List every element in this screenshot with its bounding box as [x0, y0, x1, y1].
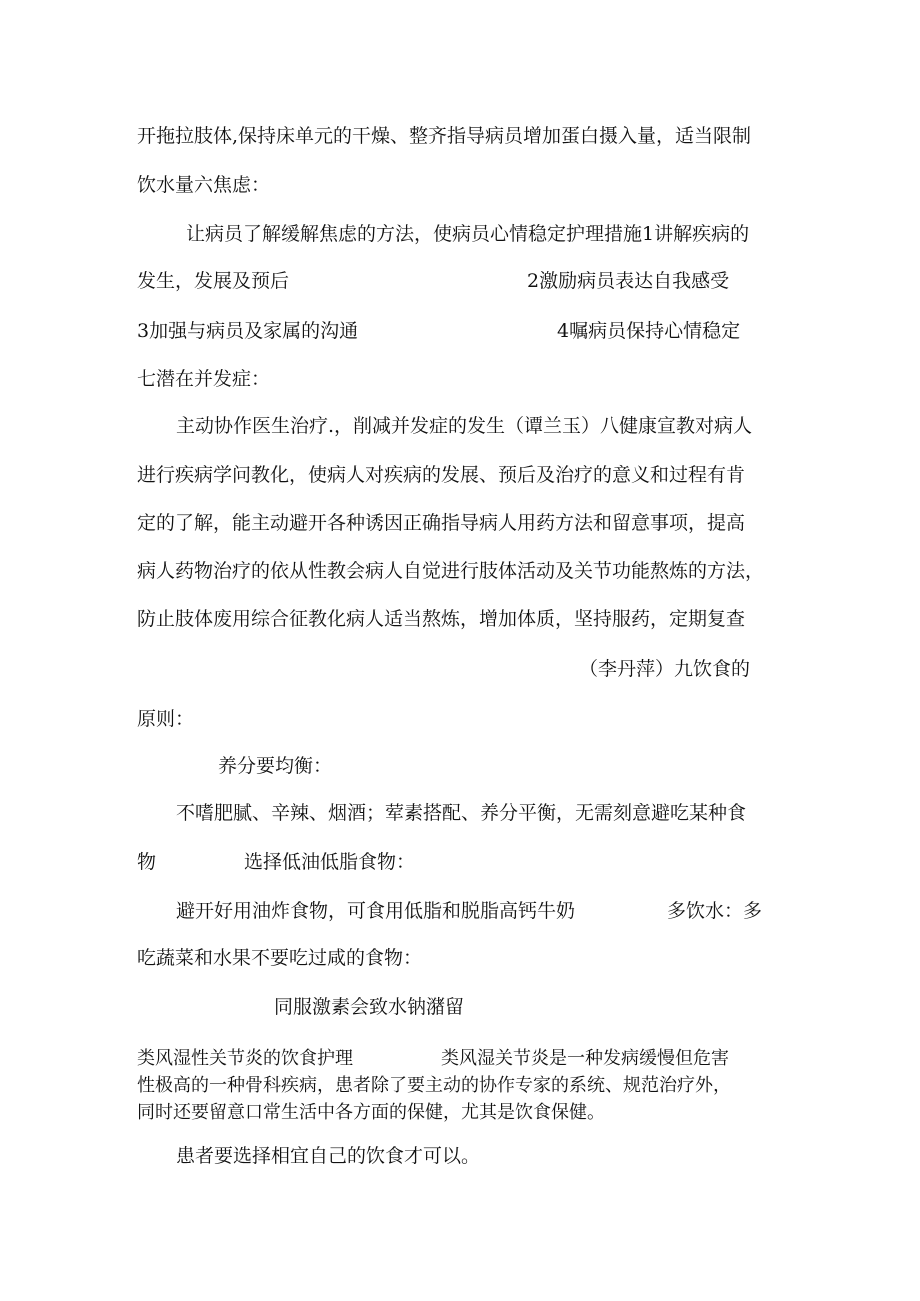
subheading: 多饮水：多: [667, 900, 763, 922]
text-line: 不嗜肥腻、辛辣、烟酒；荤素搭配、养分平衡，无需刻意避吃某种食: [176, 802, 747, 824]
text-line: 类风湿关节炎是一种发病缓慢但危害: [441, 1048, 729, 1069]
subheading: 养分要均衡：: [218, 755, 333, 777]
text-line: 防止肢体废用综合征教化病人适当熬炼，增加体质，坚持服药，定期复查: [137, 608, 746, 630]
text-line: 4嘱病员保持心情稳定: [557, 320, 741, 342]
text-line: 2激励病员表达自我感受: [527, 270, 730, 292]
text-line: 3加强与病员及家属的沟通: [137, 320, 359, 342]
text-line: 同时还要留意口常生活中各方面的保健，尤其是饮食保健。: [137, 1102, 605, 1123]
text-line: 让病员了解缓解焦虑的方法，使病员心情稳定护理措施1讲解疾病的: [186, 223, 750, 245]
text-line: 进行疾病学问教化，使病人对疾病的发展、预后及治疗的意义和过程有肯: [137, 464, 746, 486]
text-line: 病人药物治疗的依从性教会病人自觉进行肢体活动及关节功能熬炼的方法，: [137, 560, 765, 582]
text-line: 性极高的一种骨科疾病，患者除了要主动的协作专家的系统、规范治疗外，: [137, 1075, 731, 1096]
text-line: 饮水量六焦虑：: [137, 174, 271, 196]
section-heading: 类风湿性关节炎的饮食护理: [137, 1048, 353, 1069]
text-line: （李丹萍）九饮食的: [579, 658, 751, 680]
section-heading: 七潜在并发症：: [137, 368, 271, 390]
text-line: 避开好用油炸食物，可食用低脂和脱脂高钙牛奶: [176, 900, 576, 922]
text-line: 发生，发展及预后: [137, 270, 290, 292]
text-line: 原则：: [137, 708, 195, 730]
text-line: 患者要选择相宜自己的饮食才可以。: [176, 1145, 481, 1167]
text-line: 定的了解，能主动避开各种诱因正确指导病人用药方法和留意事项，提高: [137, 512, 746, 534]
text-line: 吃蔬菜和水果不要吃过咸的食物：: [137, 947, 423, 969]
text-line: 物: [137, 851, 157, 873]
subheading: 选择低油低脂食物：: [244, 851, 416, 873]
text-line: 开拖拉肢体,保持床单元的干燥、整齐指导病员增加蛋白摄入量，适当限制: [137, 125, 752, 147]
text-line: 同服激素会致水钠潴留: [274, 996, 465, 1018]
text-line: 主动协作医生治疗.，削减并发症的发生（谭兰玉）八健康宣教对病人: [176, 415, 753, 437]
